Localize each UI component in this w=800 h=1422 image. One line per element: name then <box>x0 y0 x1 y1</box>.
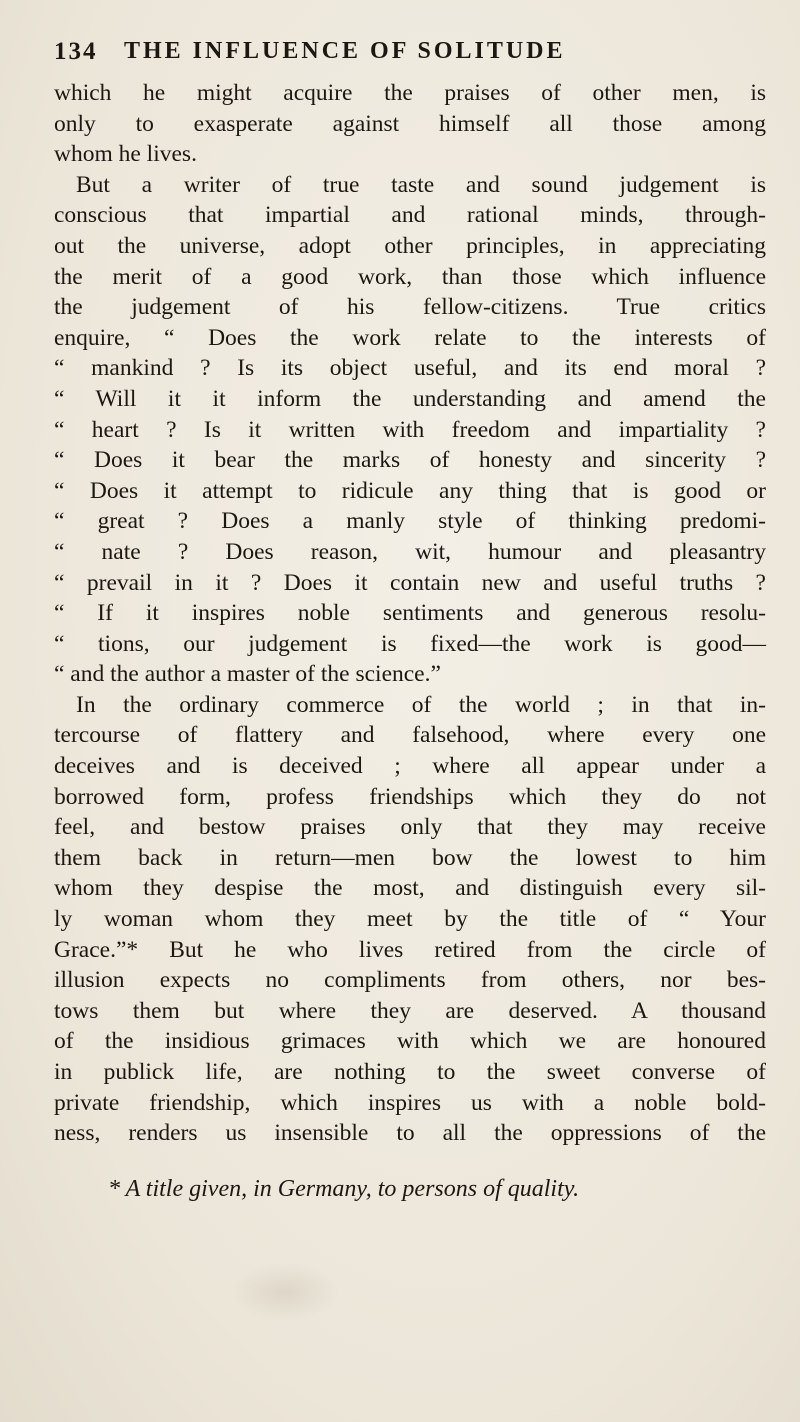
text-line: ly woman whom they meet by the title of “ Your <box>54 906 766 933</box>
text-line: of the insidious grimaces with which we are honoured <box>54 1028 766 1055</box>
text-line: tows them but where they are deserved. A thousand <box>54 997 766 1024</box>
text-line: feel, and bestow praises only that they may receive <box>54 814 766 841</box>
text-line: the merit of a good work, than those which influence <box>54 263 766 290</box>
paper-stain <box>230 1262 340 1322</box>
text-line: “ and the author a master of the science.” <box>54 661 441 688</box>
text-line: which he might acquire the praises of other men, is <box>54 80 766 106</box>
text-line: “ If it inspires noble sentiments and generous resolu- <box>54 600 766 627</box>
text-line: “ mankind ? Is its object useful, and its end moral ? <box>54 355 766 382</box>
text-line: “ nate ? Does reason, wit, humour and pleasantry <box>54 538 766 565</box>
text-line: out the universe, adopt other principles, in appreciating <box>54 232 766 259</box>
text-line: private friendship, which inspires us with a noble bold- <box>54 1089 766 1116</box>
text-line: “ Will it it inform the understanding and amend the <box>54 385 766 412</box>
text-line: whom he lives. <box>54 141 197 168</box>
running-title: THE INFLUENCE OF SOLITUDE <box>124 38 566 64</box>
text-line: them back in return—men bow the lowest to him <box>54 844 766 871</box>
text-line: Grace.”* But he who lives retired from the circle of <box>54 936 766 963</box>
text-line: “ prevail in it ? Does it contain new and useful truths ? <box>54 569 766 596</box>
page-number: 134 <box>54 38 98 65</box>
text-line: “ Does it bear the marks of honesty and sincerity ? <box>54 447 766 474</box>
text-line: borrowed form, profess friendships which they do not <box>54 783 766 810</box>
text-line: deceives and is deceived ; where all appear under a <box>54 753 766 780</box>
body-text <box>54 78 766 1149</box>
text-line: conscious that impartial and rational minds, through- <box>54 202 766 229</box>
text-line: But a writer of true taste and sound judgement is <box>76 171 766 198</box>
text-line: enquire, “ Does the work relate to the interests of <box>54 324 766 351</box>
text-line: “ tions, our judgement is fixed—the work is good— <box>54 630 766 657</box>
text-line: only to exasperate against himself all those among <box>54 110 766 137</box>
text-line: In the ordinary commerce of the world ; in that in- <box>76 691 766 718</box>
text-line: “ heart ? Is it written with freedom and impartiality ? <box>54 416 766 443</box>
text-line: tercourse of flattery and falsehood, where every one <box>54 722 766 749</box>
text-line: the judgement of his fellow-citizens. True critics <box>54 294 766 321</box>
text-line: illusion expects no compliments from others, nor bes- <box>54 967 766 994</box>
text-line: ness, renders us insensible to all the oppressions of the <box>54 1120 766 1147</box>
text-line: whom they despise the most, and distinguish every sil- <box>54 875 766 902</box>
text-line: “ great ? Does a manly style of thinking predomi- <box>54 508 766 535</box>
text-line: “ Does it attempt to ridicule any thing that is good or <box>54 477 766 504</box>
footnote: * A title given, in Germany, to persons of quality. <box>108 1176 580 1202</box>
text-line: in publick life, are nothing to the sweet converse of <box>54 1059 766 1085</box>
running-head <box>54 38 754 68</box>
